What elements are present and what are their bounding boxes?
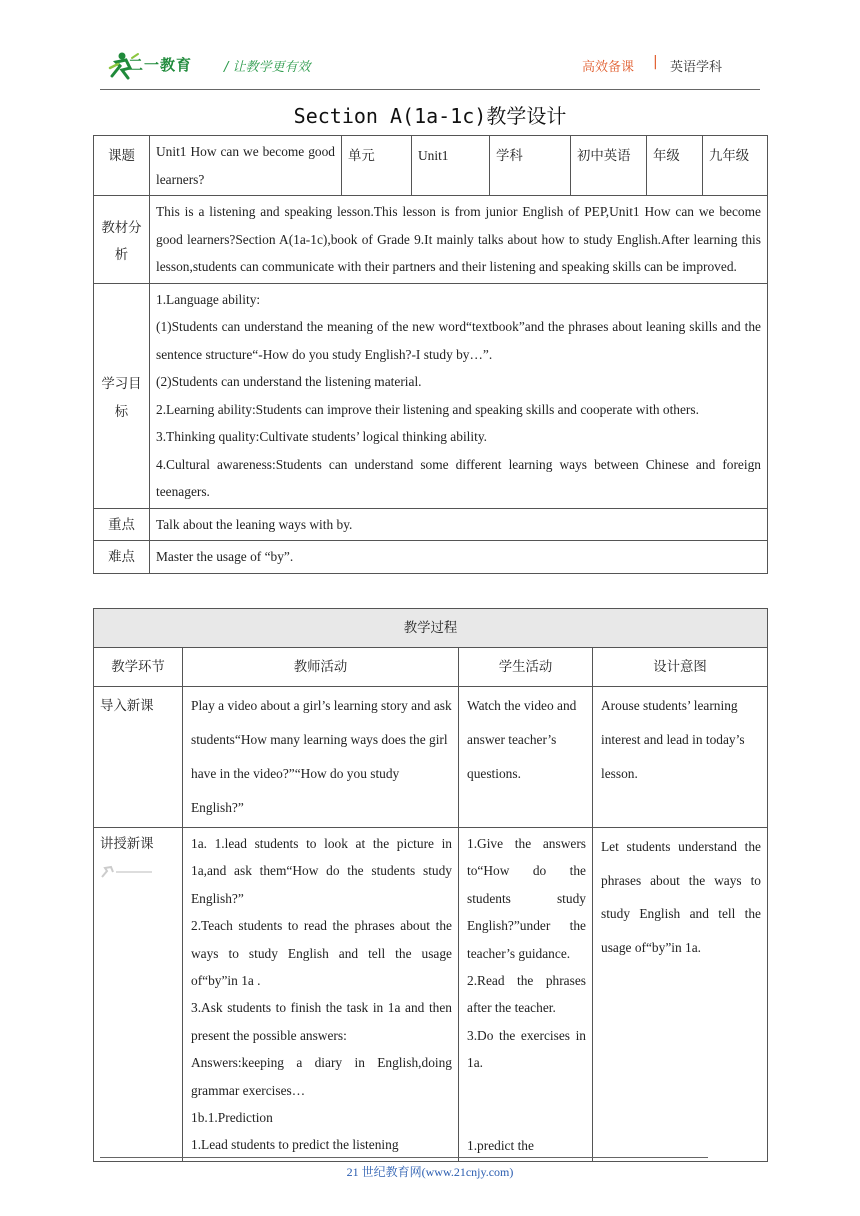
teacher-step: 3.Ask students to finish the task in 1a and then present the possible answers: — [191, 1000, 452, 1043]
subject-label: 学科 — [490, 136, 571, 196]
goals-label: 学习目标 — [94, 283, 150, 508]
teacher-step: 1b.1.Prediction — [191, 1110, 273, 1126]
student-step: 2.Read the phrases after the teacher. — [467, 973, 586, 1016]
process-title: 教学过程 — [94, 609, 768, 648]
analysis-label: 教材分析 — [94, 196, 150, 284]
logo-text: 二一教育 — [128, 56, 193, 74]
grade-value: 九年级 — [703, 136, 768, 196]
student-step — [467, 1077, 586, 1132]
tag-right: 英语学科 — [670, 60, 723, 75]
info-row-key — [94, 508, 768, 541]
process-row — [94, 687, 768, 828]
info-row-goals — [94, 283, 768, 508]
student-activity — [459, 828, 593, 1162]
student-step: 1.predict the — [467, 1137, 534, 1153]
goal-line: 1.Language ability: — [156, 291, 261, 307]
column-header: 教师活动 — [183, 648, 459, 687]
column-header: 设计意图 — [593, 648, 768, 687]
teacher-step: 1a. 1.lead students to look at the picture in 1a,and ask them“How do the students study English?” — [191, 836, 452, 906]
student-step: 3.Do the exercises in 1a. — [467, 1027, 586, 1071]
process-title-row — [94, 609, 768, 648]
teacher-step: 1.Lead students to predict the listening — [191, 1137, 399, 1153]
student-step: 1.Give the answers to“How do the students study English?”under the teacher’s guidance. — [467, 836, 586, 961]
tag-left: 高效备课 — [582, 60, 635, 75]
difficult-text: Master the usage of “by”. — [150, 541, 768, 574]
slogan: / 让教学更有效 — [224, 60, 311, 75]
topic-value: Unit1 How can we become good learners? — [150, 136, 342, 196]
key-text: Talk about the leaning ways with by. — [150, 508, 768, 541]
goal-line: 4.Cultural awareness:Students can understand some different learning ways between Chinese and foreign teenagers. — [156, 456, 761, 499]
footer-rule — [100, 1157, 708, 1158]
goals-text — [150, 283, 768, 508]
difficult-label: 难点 — [94, 541, 150, 574]
teacher-activity: Play a video about a girl’s learning story and ask students“How many learning ways does the girl have in the video?”“How do you study English?” — [183, 687, 459, 828]
header-rule — [100, 89, 760, 90]
tag-separator: | — [653, 54, 658, 70]
info-row-analysis — [94, 196, 768, 284]
analysis-text: This is a listening and speaking lesson.This lesson is from junior English of PEP,Unit1 How can we become good learners?Section A(1a-1c),book of Grade 9.It mainly talks about how to study English.After learning this lesson,students can communicate with their partners and their listening and speaking skills can be improved. — [150, 196, 768, 284]
footer-text: 21 世纪教育网(www.21cnjy.com) — [346, 1165, 514, 1179]
column-header: 学生活动 — [459, 648, 593, 687]
topic-label: 课题 — [94, 136, 150, 196]
unit-value: Unit1 — [412, 136, 490, 196]
grade-label: 年级 — [647, 136, 703, 196]
teacher-step: Answers:keeping a diary in English,doing grammar exercises… — [191, 1055, 452, 1098]
student-activity: Watch the video and answer teacher’s questions. — [459, 687, 593, 828]
process-row — [94, 828, 768, 1162]
teacher-activity — [183, 828, 459, 1162]
key-label: 重点 — [94, 508, 150, 541]
goal-line: (1)Students can understand the meaning of the new word“textbook”and the phrases about leaning skills and the sentence structure“-How do you study English?-I study by…”. — [156, 319, 761, 362]
process-column-headers — [94, 648, 768, 687]
column-header: 教学环节 — [94, 648, 183, 687]
subject-value: 初中英语 — [571, 136, 647, 196]
stage-cell — [94, 828, 183, 1162]
page-header — [100, 48, 760, 88]
design-intent: Let students understand the phrases about the ways to study English and tell the usage of“by”in 1a. — [593, 828, 768, 1162]
watermark-logo-icon — [100, 863, 156, 881]
info-row-difficult — [94, 541, 768, 574]
goal-line: 2.Learning ability:Students can improve their listening and speaking skills and cooperate with others. — [156, 401, 699, 417]
info-row-basic — [94, 136, 768, 196]
design-intent: Arouse students’ learning interest and lead in today’s lesson. — [593, 687, 768, 828]
stage-label: 讲授新课 — [100, 836, 154, 851]
unit-label: 单元 — [342, 136, 412, 196]
teacher-step: 2.Teach students to read the phrases about the ways to study English and tell the usage of“by”in 1a . — [191, 918, 452, 989]
stage-cell: 导入新课 — [94, 687, 183, 828]
goal-line: (2)Students can understand the listening material. — [156, 374, 422, 389]
goal-line: 3.Thinking quality:Cultivate students’ logical thinking ability. — [156, 429, 488, 444]
info-table — [93, 135, 768, 574]
process-table — [93, 608, 768, 1162]
page-title: Section A(1a-1c)教学设计 — [293, 104, 567, 128]
